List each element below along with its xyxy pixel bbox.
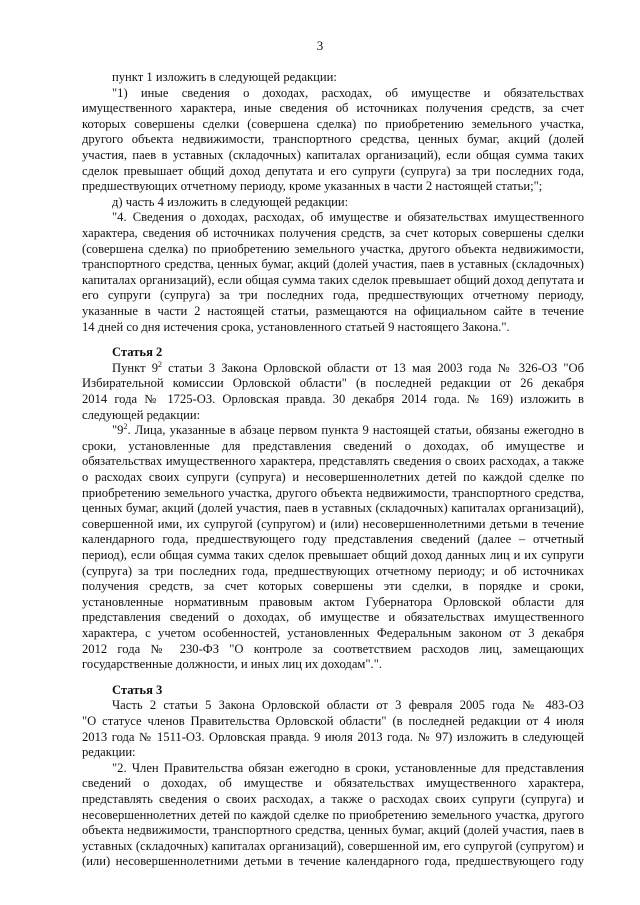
text-line <box>82 148 584 163</box>
text-run: представлять сведения о своих расходах, а также о расходах своих супруги (супруга) и <box>82 792 584 806</box>
text-line <box>82 304 584 319</box>
text-run: статьи 3 Закона Орловской области от 13 мая 2003 года № 326-ОЗ "Об <box>162 360 584 375</box>
text-line <box>82 101 584 116</box>
text-line <box>112 86 584 101</box>
text-line <box>112 210 584 225</box>
text-line <box>82 179 584 194</box>
text-line <box>82 657 584 672</box>
text-run: его супруги (супруга) за три последних года, предшествующих отчетному периоду, <box>82 288 584 303</box>
text-run: "2. Член Правительства обязан ежегодно в сроки, установленные для представления <box>112 760 584 775</box>
superscript: 2 <box>123 422 128 432</box>
text-run: обязательствах имущественного характера, представлять сведения о своих расходах, а также <box>82 454 584 469</box>
text-run: которых совершены сделки (совершена сделка) по приобретению земельного участка, <box>82 116 584 131</box>
text-run: (или) несовершеннолетними детьми в течение календарного года, предшествующего году <box>82 854 584 869</box>
text-run: предшествующих отчетному периоду, кроме указанных в части 2 настоящей статьи;"; <box>82 179 543 194</box>
text-run: транспортного средства, ценных бумаг, акций (долей участия, паев в уставных (складочных) <box>82 257 584 272</box>
text-run: характера, сведения об источниках получения средств, за счет которых совершены сделки <box>82 226 584 240</box>
article-heading <box>112 345 584 360</box>
text-run: Пункт 9 <box>112 360 159 375</box>
text-line <box>82 579 584 594</box>
text-run: несовершеннолетних детей по каждой сделке по приобретению земельного участка, другого <box>82 807 584 822</box>
text-run: (совершена сделка) по приобретению земельного участка, другого объекта недвижимости, <box>82 241 584 256</box>
text-run: пункт 1 изложить в следующей редакции: <box>112 70 337 84</box>
text-line <box>82 226 584 241</box>
text-run: "О статусе членов Правительства Орловской области" (в последней редакции от 4 июля <box>82 714 584 728</box>
text-run: участия, паев в уставных (складочных) капиталах организаций), если общая сумма таких <box>82 148 584 162</box>
text-line <box>82 792 584 807</box>
text-line <box>82 408 584 423</box>
text-line <box>82 714 584 729</box>
text-run: ценных бумаг, акций (долей участия, паев в уставных (складочных) капиталах организаций), <box>82 501 584 516</box>
text-line <box>82 320 584 335</box>
text-run: имущественного характера, иные сведения об источниках получения средств, за счет <box>82 101 584 116</box>
text-run: 2013 года № 1511-ОЗ. Орловская правда. 9 июля 2013 года. № 97) изложить в следующей <box>82 729 584 744</box>
text-line <box>82 376 584 391</box>
text-line <box>112 761 584 776</box>
text-run: Избирательной комиссии Орловской области" (в последней редакции от 26 декабря <box>82 376 584 391</box>
text-line <box>82 288 584 303</box>
text-line <box>82 501 584 516</box>
text-line <box>82 776 584 791</box>
text-line <box>82 595 584 610</box>
text-line <box>82 257 584 272</box>
text-run: сделок превышает общий доход депутата и его супруги (супруга) за три последних года, <box>82 163 584 178</box>
text-line <box>112 361 584 376</box>
text-line <box>82 470 584 485</box>
text-run: государственные должности, и иных лиц их доходам".". <box>82 657 382 672</box>
text-run: Статья 3 <box>112 682 163 697</box>
text-run: о расходах своих супруги (супруга) и несовершеннолетних детей по каждой сделке по <box>82 470 584 484</box>
superscript: 2 <box>158 359 163 369</box>
text-line <box>82 548 584 563</box>
text-line <box>82 839 584 854</box>
text-run: установленные нормативным правовым актом Губернатора Орловской области для <box>82 594 584 609</box>
text-run: (супруга) за три последних года, предшествующих отчетному периоду; и об источниках <box>82 563 584 578</box>
text-run: капиталах организаций), если общая сумма таких сделок превышает общий доход депутата и <box>82 272 584 287</box>
text-run: Часть 2 статьи 5 Закона Орловской области от 3 февраля 2005 года № 483-ОЗ <box>112 698 584 713</box>
text-run: календарного года, предшествующего году представления сведений (далее – отчетный <box>82 532 584 547</box>
text-run: характера, с учетом особенностей, установленных Федеральным законом от 3 декабря <box>82 626 584 640</box>
text-run: сроки, установленные для представления сведений о доходах, об имуществе и <box>82 438 584 453</box>
text-line <box>82 730 584 745</box>
text-run: "1) иные сведения о доходах, расходах, об имуществе и обязательствах <box>112 85 584 100</box>
article-heading <box>112 683 584 698</box>
text-run: 2014 года № 1725-ОЗ. Орловская правда. 30 декабря 2014 года. № 169) изложить в <box>82 392 584 406</box>
text-line <box>82 564 584 579</box>
text-line <box>82 273 584 288</box>
text-line <box>82 745 584 760</box>
text-line <box>82 642 584 657</box>
text-run: 14 дней со дня истечения срока, установленного статьей 9 настоящего Закона.". <box>82 319 510 334</box>
text-run: 2012 года № 230-ФЗ "О контроле за соответствием расходов лиц, замещающих <box>82 641 584 656</box>
text-line <box>82 610 584 625</box>
text-line <box>82 532 584 547</box>
text-line <box>112 70 584 85</box>
text-line <box>112 698 584 713</box>
text-run: "9 <box>112 423 124 438</box>
text-line <box>82 808 584 823</box>
text-run: указанные в части 2 настоящей статьи, размещаются на официальном сайте в течение <box>82 304 584 318</box>
text-run: д) часть 4 изложить в следующей редакции: <box>112 194 349 209</box>
text-run: представления сведений о доходах, об имуществе и обязательствах имущественного <box>82 610 584 625</box>
text-run: . Лица, указанные в абзаце первом пункта 9 настоящей статьи, обязаны ежегодно в <box>127 423 584 438</box>
page-number: 3 <box>316 38 324 53</box>
text-line <box>82 164 584 179</box>
text-run: редакции: <box>82 745 136 760</box>
text-line <box>82 626 584 641</box>
text-line <box>82 486 584 501</box>
text-run: объекта недвижимости, транспортного средства, ценных бумаг, акций (долей участия, паев в <box>82 823 584 838</box>
text-line <box>82 132 584 147</box>
text-line <box>82 854 584 869</box>
text-run: другого объекта недвижимости, транспортного средства, ценных бумаг, акций (долей <box>82 132 584 147</box>
text-line <box>82 117 584 132</box>
text-run: уставных (складочных) капиталах организаций), совершенной им, его супругой (супругом) и <box>82 838 584 853</box>
text-run: сведений о доходах, об имуществе и обязательствах имущественного характера, <box>82 776 584 791</box>
text-line <box>82 439 584 454</box>
text-run: Статья 2 <box>112 345 163 360</box>
text-line <box>82 823 584 838</box>
text-run: получения средств, за счет которых совершены эти сделки, в порядке и сроки, <box>82 579 584 594</box>
text-line <box>112 195 584 210</box>
text-run: приобретению земельного участка, другого объекта недвижимости, транспортного средства, <box>82 485 584 500</box>
text-run: период), если общая сумма таких сделок превышает общий доход данных лиц и их супруги <box>82 548 584 562</box>
text-line <box>112 423 584 438</box>
text-run: следующей редакции: <box>82 407 201 422</box>
text-line <box>82 517 584 532</box>
text-line <box>82 392 584 407</box>
text-run: "4. Сведения о доходах, расходах, об имуществе и обязательствах имущественного <box>112 210 584 225</box>
text-run: совершенной ими, их супругой (супругом) и (или) несовершеннолетними детьми в течение <box>82 516 584 531</box>
text-line <box>82 454 584 469</box>
text-line <box>82 242 584 257</box>
